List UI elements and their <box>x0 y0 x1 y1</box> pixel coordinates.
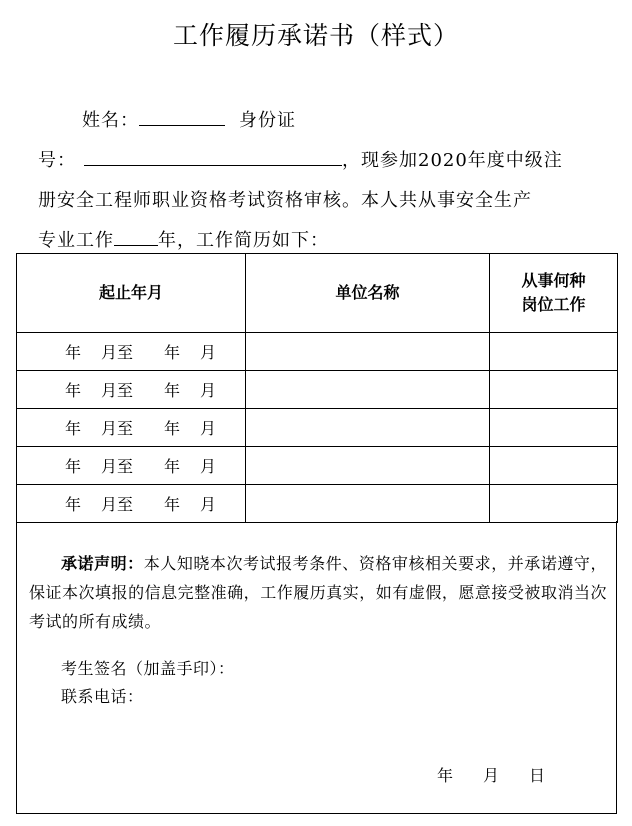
unit-cell[interactable] <box>246 371 490 409</box>
phone-label[interactable]: 联系电话： <box>61 687 144 706</box>
start-year-label: 年 <box>65 457 82 476</box>
period-cell[interactable] <box>17 485 246 523</box>
table-header-row <box>17 254 618 333</box>
end-month-label: 月 <box>199 457 216 476</box>
date-month-label: 月 <box>483 766 500 785</box>
work-years-suffix: 年，工作简历如下： <box>158 230 329 251</box>
sign-date <box>437 763 545 786</box>
start-month-label: 月至 <box>101 381 134 400</box>
unit-cell[interactable] <box>246 447 490 485</box>
declaration-box <box>16 521 617 814</box>
unit-cell[interactable] <box>246 333 490 371</box>
signature-label[interactable]: 考生签名（加盖手印）： <box>61 659 235 678</box>
header-position-line1: 从事何种 <box>521 271 586 290</box>
end-year-label: 年 <box>163 419 180 438</box>
start-year-label: 年 <box>65 495 82 514</box>
intro-line-1 <box>82 106 296 132</box>
header-position-line2: 岗位工作 <box>521 295 586 314</box>
table-row <box>17 333 618 371</box>
table-row <box>17 447 618 485</box>
period-cell[interactable] <box>17 371 246 409</box>
id-label: 身份证 <box>239 110 296 131</box>
page-title: 工作履历承诺书（样式） <box>172 21 459 50</box>
position-cell[interactable] <box>490 371 618 409</box>
end-month-label: 月 <box>199 419 216 438</box>
unit-cell[interactable] <box>246 485 490 523</box>
header-unit: 单位名称 <box>246 254 490 333</box>
period-cell[interactable] <box>17 447 246 485</box>
header-period: 起止年月 <box>17 254 246 333</box>
position-cell[interactable] <box>490 333 618 371</box>
start-month-label: 月至 <box>101 419 134 438</box>
position-cell[interactable] <box>490 409 618 447</box>
intro-line-2 <box>38 146 563 172</box>
work-history-table <box>16 253 618 523</box>
end-month-label: 月 <box>199 343 216 362</box>
position-cell[interactable] <box>490 447 618 485</box>
table-row <box>17 409 618 447</box>
start-year-label: 年 <box>65 343 82 362</box>
intro-line-3: 册安全工程师职业资格考试资格审核。本人共从事安全生产 <box>38 190 532 211</box>
end-month-label: 月 <box>199 495 216 514</box>
intro-line-4 <box>38 226 329 252</box>
end-year-label: 年 <box>163 381 180 400</box>
start-month-label: 月至 <box>101 457 134 476</box>
declaration-label: 承诺声明： <box>61 554 144 573</box>
header-position <box>490 254 618 333</box>
date-year-label: 年 <box>437 766 454 785</box>
start-month-label: 月至 <box>101 343 134 362</box>
name-label: 姓名： <box>82 110 139 131</box>
declaration-paragraph <box>29 549 607 636</box>
start-year-label: 年 <box>65 381 82 400</box>
end-year-label: 年 <box>163 343 180 362</box>
date-day-label: 日 <box>529 766 546 785</box>
id-number-blank[interactable] <box>84 146 342 166</box>
start-year-label: 年 <box>65 419 82 438</box>
end-month-label: 月 <box>199 381 216 400</box>
table-row <box>17 371 618 409</box>
table-row <box>17 485 618 523</box>
period-cell[interactable] <box>17 409 246 447</box>
period-cell[interactable] <box>17 333 246 371</box>
position-cell[interactable] <box>490 485 618 523</box>
declaration-text: 本人知晓本次考试报考条件、资格审核相关要求，并承诺遵守，保证本次填报的信息完整准确，工作履历真实，如有虚假，愿意接受被取消当次考试的所有成绩。 <box>29 554 607 631</box>
exam-text: ，现参加2020年度中级注 <box>342 150 563 171</box>
work-years-prefix: 专业工作 <box>38 230 114 251</box>
end-year-label: 年 <box>163 457 180 476</box>
end-year-label: 年 <box>163 495 180 514</box>
unit-cell[interactable] <box>246 409 490 447</box>
start-month-label: 月至 <box>101 495 134 514</box>
id-label-cont: 号： <box>38 150 76 171</box>
name-blank[interactable] <box>139 106 225 126</box>
work-years-blank[interactable] <box>114 226 158 246</box>
